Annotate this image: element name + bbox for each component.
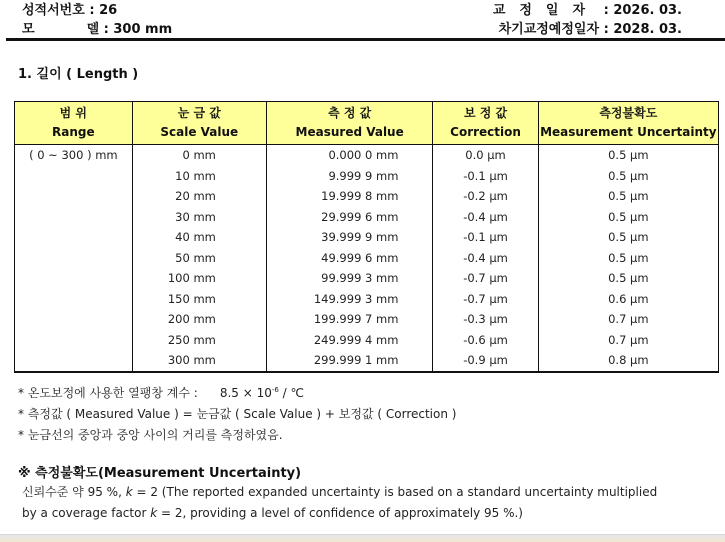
- table-row: [15, 289, 719, 310]
- scale-value-cell: 40 mm: [132, 227, 266, 248]
- scale-value-cell: 250 mm: [132, 330, 266, 351]
- scale-value-cell: 0 mm: [132, 145, 266, 166]
- range-cell: [15, 350, 133, 372]
- correction-cell: -0.1 μm: [433, 227, 538, 248]
- table-row: [15, 248, 719, 269]
- measured-value-cell: 249.999 4 mm: [266, 330, 433, 351]
- correction-cell: -0.4 μm: [433, 207, 538, 228]
- measured-value-cell: 49.999 6 mm: [266, 248, 433, 269]
- uncertainty-cell: 0.7 μm: [538, 309, 718, 330]
- next-cal-value: 2028. 03.: [613, 22, 682, 37]
- uncertainty-cell: 0.5 μm: [538, 268, 718, 289]
- uncertainty-cell: 0.8 μm: [538, 350, 718, 372]
- column-header-uncertainty: 측정불확도 Measurement Uncertainty: [538, 102, 718, 145]
- scale-value-cell: 150 mm: [132, 289, 266, 310]
- range-cell: [15, 248, 133, 269]
- measured-value-cell: 0.000 0 mm: [266, 145, 433, 166]
- next-cal-label: 차기교정예정일자: [498, 22, 600, 37]
- coef-label: * 온도보정에 사용한 열팽창 계수 :: [18, 386, 198, 400]
- table-row: [15, 268, 719, 289]
- table-row: [15, 186, 719, 207]
- table-row: [15, 309, 719, 330]
- range-cell: [15, 268, 133, 289]
- correction-cell: -0.2 μm: [433, 186, 538, 207]
- range-cell: [15, 227, 133, 248]
- calibration-date: [493, 2, 682, 19]
- column-header-correction: 보 정 값 Correction: [433, 102, 538, 145]
- measured-value-cell: 299.999 1 mm: [266, 350, 433, 372]
- next-calibration-date: [499, 21, 682, 38]
- separator: :: [84, 3, 100, 18]
- note-formula: * 측정값 ( Measured Value ) = 눈금값 ( Scale Value ) + 보정값 ( Correction ): [18, 407, 457, 421]
- uncertainty-line-2: by a coverage factor k = 2, providing a level of confidence of approximately 95 %.): [22, 506, 523, 520]
- scale-value-cell: 300 mm: [132, 350, 266, 372]
- range-cell: [15, 330, 133, 351]
- section-title: 1. 길이 ( Length ): [18, 67, 139, 82]
- correction-cell: -0.4 μm: [433, 248, 538, 269]
- model-value: 300 mm: [113, 22, 173, 37]
- uncertainty-statement: [22, 482, 657, 524]
- scale-value-cell: 10 mm: [132, 166, 266, 187]
- uncertainty-cell: 0.5 μm: [538, 207, 718, 228]
- table-row: [15, 227, 719, 248]
- header-divider: [6, 38, 725, 41]
- calibration-table: [14, 101, 719, 373]
- cert-no-value: 26: [99, 3, 118, 18]
- correction-cell: -0.6 μm: [433, 330, 538, 351]
- table-row: [15, 330, 719, 351]
- table-header-row: [15, 102, 719, 145]
- scale-value-cell: 20 mm: [132, 186, 266, 207]
- uncertainty-cell: 0.5 μm: [538, 145, 718, 166]
- notes: [18, 380, 456, 446]
- measured-value-cell: 39.999 9 mm: [266, 227, 433, 248]
- uncertainty-cell: 0.5 μm: [538, 227, 718, 248]
- correction-cell: -0.7 μm: [433, 289, 538, 310]
- uncertainty-cell: 0.6 μm: [538, 289, 718, 310]
- uncertainty-cell: 0.7 μm: [538, 330, 718, 351]
- range-cell: [15, 166, 133, 187]
- table-row: [15, 207, 719, 228]
- column-header-measured: 측 정 값 Measured Value: [266, 102, 433, 145]
- uncertainty-cell: 0.5 μm: [538, 186, 718, 207]
- scale-value-cell: 30 mm: [132, 207, 266, 228]
- correction-cell: -0.1 μm: [433, 166, 538, 187]
- correction-cell: -0.3 μm: [433, 309, 538, 330]
- uncertainty-cell: 0.5 μm: [538, 166, 718, 187]
- note-thermal-coefficient: [18, 380, 456, 404]
- cal-date-label: 교정일자: [492, 3, 600, 18]
- correction-cell: 0.0 μm: [433, 145, 538, 166]
- measured-value-cell: 29.999 6 mm: [266, 207, 433, 228]
- scale-value-cell: 50 mm: [132, 248, 266, 269]
- range-cell: [15, 186, 133, 207]
- uncertainty-title: ※ 측정불확도(Measurement Uncertainty): [18, 466, 302, 481]
- table-row: [15, 166, 719, 187]
- separator: :: [599, 3, 614, 18]
- correction-cell: -0.9 μm: [433, 350, 538, 372]
- range-cell: [15, 309, 133, 330]
- range-cell: [15, 207, 133, 228]
- measured-value-cell: 9.999 9 mm: [266, 166, 433, 187]
- uncertainty-cell: 0.5 μm: [538, 248, 718, 269]
- measured-value-cell: 149.999 3 mm: [266, 289, 433, 310]
- table-row: [15, 350, 719, 372]
- measured-value-cell: 19.999 8 mm: [266, 186, 433, 207]
- range-cell: ( 0 ~ 300 ) mm: [15, 145, 133, 166]
- model-label-b: 델: [86, 22, 100, 37]
- coef-value: $8.5 \times 10^{-6}$ / ℃: [219, 386, 304, 400]
- column-header-range: 범 위 Range: [15, 102, 133, 145]
- table-row: [15, 145, 719, 166]
- separator: :: [599, 22, 614, 37]
- cal-date-value: 2026. 03.: [613, 3, 682, 18]
- measured-value-cell: 199.999 7 mm: [266, 309, 433, 330]
- model: [22, 21, 172, 38]
- model-label-a: 모: [22, 22, 35, 37]
- scale-value-cell: 100 mm: [132, 268, 266, 289]
- range-cell: [15, 289, 133, 310]
- note-method: * 눈금선의 중앙과 중앙 사이의 거리를 측정하였음.: [18, 428, 283, 442]
- column-header-scale: 눈 금 값 Scale Value: [132, 102, 266, 145]
- uncertainty-line-1: 신뢰수준 약 95 %, k = 2 (The reported expanded uncertainty is based on a standard uncertainty multiplied: [22, 485, 658, 499]
- cert-no-label: 성적서번호: [22, 3, 85, 18]
- certificate-number: [22, 2, 117, 19]
- separator: :: [99, 22, 114, 37]
- correction-cell: -0.7 μm: [433, 268, 538, 289]
- measured-value-cell: 99.999 3 mm: [266, 268, 433, 289]
- scale-value-cell: 200 mm: [132, 309, 266, 330]
